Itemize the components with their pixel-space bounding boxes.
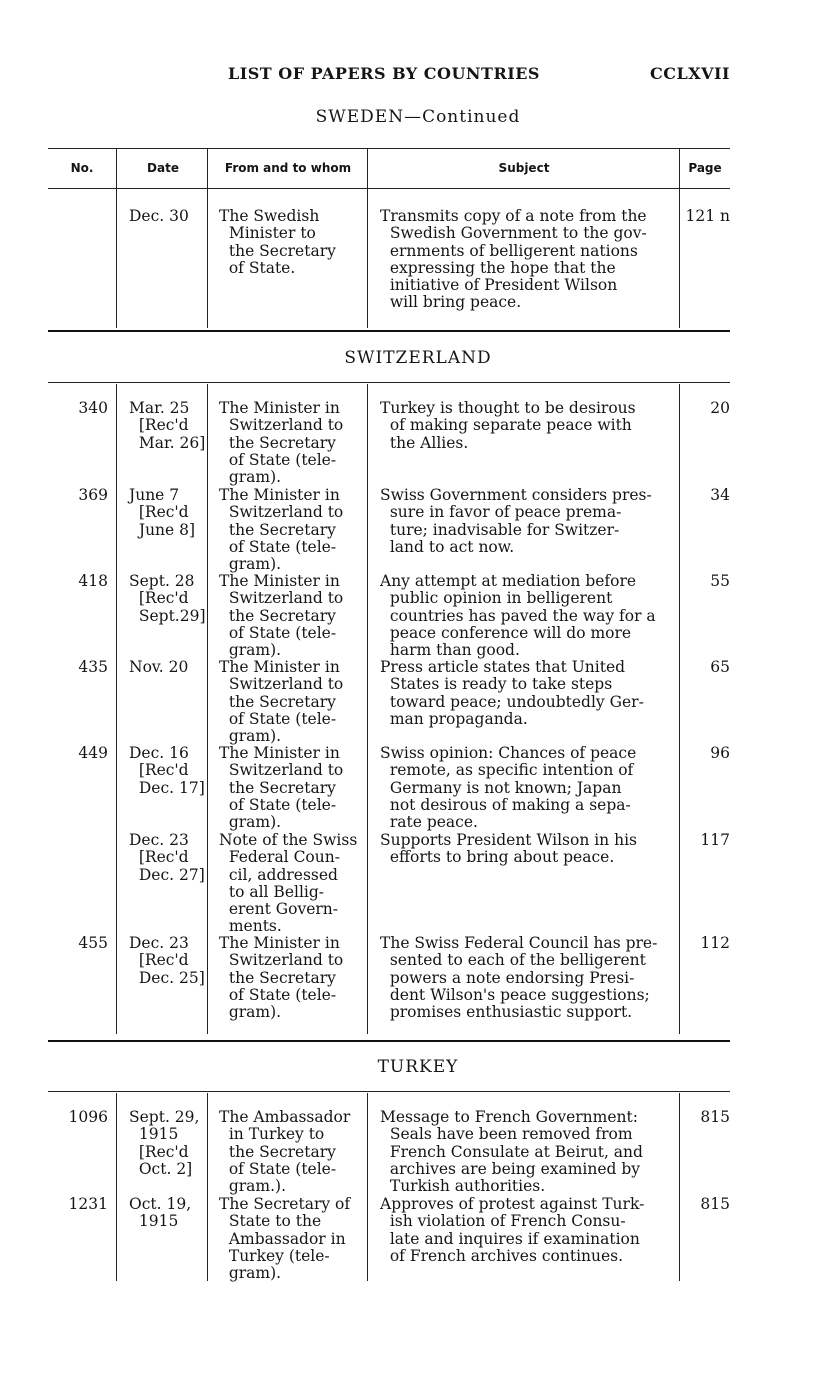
row-from: The Minister in Switzerland to the Secretary of State (tele- gram). bbox=[219, 572, 344, 660]
section-heading-turkey: TURKEY bbox=[377, 1057, 459, 1077]
column-divider bbox=[367, 1093, 368, 1281]
row-date: Oct. 19, 1915 bbox=[129, 1195, 192, 1231]
row-date: Nov. 20 bbox=[129, 658, 189, 676]
section-rule bbox=[48, 1040, 730, 1042]
row-from: The Ambassador in Turkey to the Secretary of State (tele- gram.). bbox=[219, 1108, 351, 1196]
row-from: Note of the Swiss Federal Coun- cil, addressed to all Bellig- erent Govern- ments. bbox=[219, 831, 358, 936]
row-subject: Any attempt at mediation before public opinion in belligerent countries has paved the way for a peace conference will do more harm than good. bbox=[380, 572, 656, 660]
column-header-no: No. bbox=[70, 161, 94, 175]
running-head bbox=[0, 64, 836, 88]
column-header-from: From and to whom bbox=[224, 161, 352, 175]
running-title: LIST OF PAPERS BY COUNTRIES bbox=[228, 64, 540, 83]
row-subject: Swiss opinion: Chances of peace remote, as specific intention of Germany is not known; Japan not desirous of making a sepa- rate peace. bbox=[380, 744, 637, 832]
row-subject: The Swiss Federal Council has pre- sented to each of the belligerent powers a note endorsing Presi- dent Wilson's peace suggestions; promises enthusiastic support. bbox=[380, 934, 658, 1022]
column-divider bbox=[679, 148, 680, 328]
section-rule bbox=[48, 330, 730, 332]
row-page: 815 bbox=[700, 1108, 730, 1126]
section-rule bbox=[48, 382, 730, 383]
row-page: 117 bbox=[700, 831, 730, 849]
row-page: 96 bbox=[710, 744, 730, 762]
row-subject: Turkey is thought to be desirous of making separate peace with the Allies. bbox=[380, 399, 636, 452]
row-date: Dec. 30 bbox=[129, 207, 189, 225]
row-page: 112 bbox=[700, 934, 730, 952]
row-number: 1231 bbox=[68, 1195, 108, 1213]
row-page: 34 bbox=[710, 486, 730, 504]
row-date: Sept. 29, 1915 [Rec'd Oct. 2] bbox=[129, 1108, 200, 1178]
page-number: CCLXVII bbox=[649, 64, 730, 83]
row-number: 1096 bbox=[68, 1108, 108, 1126]
row-subject: Press article states that United States is ready to take steps toward peace; undoubtedly Ger- man propaganda. bbox=[380, 658, 644, 728]
row-date: Mar. 25 [Rec'd Mar. 26] bbox=[129, 399, 206, 452]
row-number: 418 bbox=[78, 572, 108, 590]
row-date: Dec. 23 [Rec'd Dec. 27] bbox=[129, 831, 205, 884]
row-number: 455 bbox=[78, 934, 108, 952]
header-bottom-rule bbox=[48, 188, 730, 189]
row-page: 20 bbox=[710, 399, 730, 417]
row-page: 121 n bbox=[685, 207, 730, 225]
row-date: Dec. 16 [Rec'd Dec. 17] bbox=[129, 744, 205, 797]
row-from: The Minister in Switzerland to the Secretary of State (tele- gram). bbox=[219, 486, 344, 574]
section-heading-sweden: SWEDEN—Continued bbox=[315, 107, 521, 127]
section-heading-switzerland: SWITZERLAND bbox=[344, 348, 492, 368]
row-subject: Message to French Government: Seals have been removed from French Consulate at Beirut, and archives are being examined by Turkish authorities. bbox=[380, 1108, 643, 1196]
column-divider bbox=[367, 384, 368, 1034]
row-page: 815 bbox=[700, 1195, 730, 1213]
row-number: 340 bbox=[78, 399, 108, 417]
column-divider bbox=[116, 1093, 117, 1281]
column-divider bbox=[116, 384, 117, 1034]
column-divider bbox=[207, 1093, 208, 1281]
header-top-rule bbox=[48, 148, 730, 149]
row-from: The Minister in Switzerland to the Secretary of State (tele- gram). bbox=[219, 934, 344, 1022]
column-header-subject: Subject bbox=[498, 161, 550, 175]
section-rule bbox=[48, 1091, 730, 1092]
row-subject: Approves of protest against Turk- ish violation of French Consu- late and inquires if examination of French archives continues. bbox=[380, 1195, 645, 1265]
column-divider bbox=[207, 384, 208, 1034]
row-date: Sept. 28 [Rec'd Sept.29] bbox=[129, 572, 206, 625]
column-header-page: Page bbox=[688, 161, 722, 175]
row-number: 369 bbox=[78, 486, 108, 504]
row-page: 55 bbox=[710, 572, 730, 590]
row-from: The Minister in Switzerland to the Secretary of State (tele- gram). bbox=[219, 744, 344, 832]
row-from: The Minister in Switzerland to the Secretary of State (tele- gram). bbox=[219, 399, 344, 487]
row-number: 449 bbox=[78, 744, 108, 762]
row-number: 435 bbox=[78, 658, 108, 676]
column-divider bbox=[367, 148, 368, 328]
row-date: Dec. 23 [Rec'd Dec. 25] bbox=[129, 934, 205, 987]
row-date: June 7 [Rec'd June 8] bbox=[129, 486, 196, 539]
column-divider bbox=[207, 148, 208, 328]
row-from: The Secretary of State to the Ambassador in Turkey (tele- gram). bbox=[219, 1195, 351, 1283]
row-subject: Swiss Government considers pres- sure in favor of peace prema- ture; inadvisable for Switzer- land to act now. bbox=[380, 486, 652, 556]
row-subject: Transmits copy of a note from the Swedish Government to the gov- ernments of belligerent nations expressing the hope that the initiative of President Wilson will bring peace. bbox=[380, 207, 647, 312]
row-from: The Swedish Minister to the Secretary of State. bbox=[219, 207, 336, 277]
row-subject: Supports President Wilson in his efforts to bring about peace. bbox=[380, 831, 637, 867]
row-page: 65 bbox=[710, 658, 730, 676]
column-divider bbox=[116, 148, 117, 328]
row-from: The Minister in Switzerland to the Secretary of State (tele- gram). bbox=[219, 658, 344, 746]
column-header-date: Date bbox=[147, 161, 179, 175]
